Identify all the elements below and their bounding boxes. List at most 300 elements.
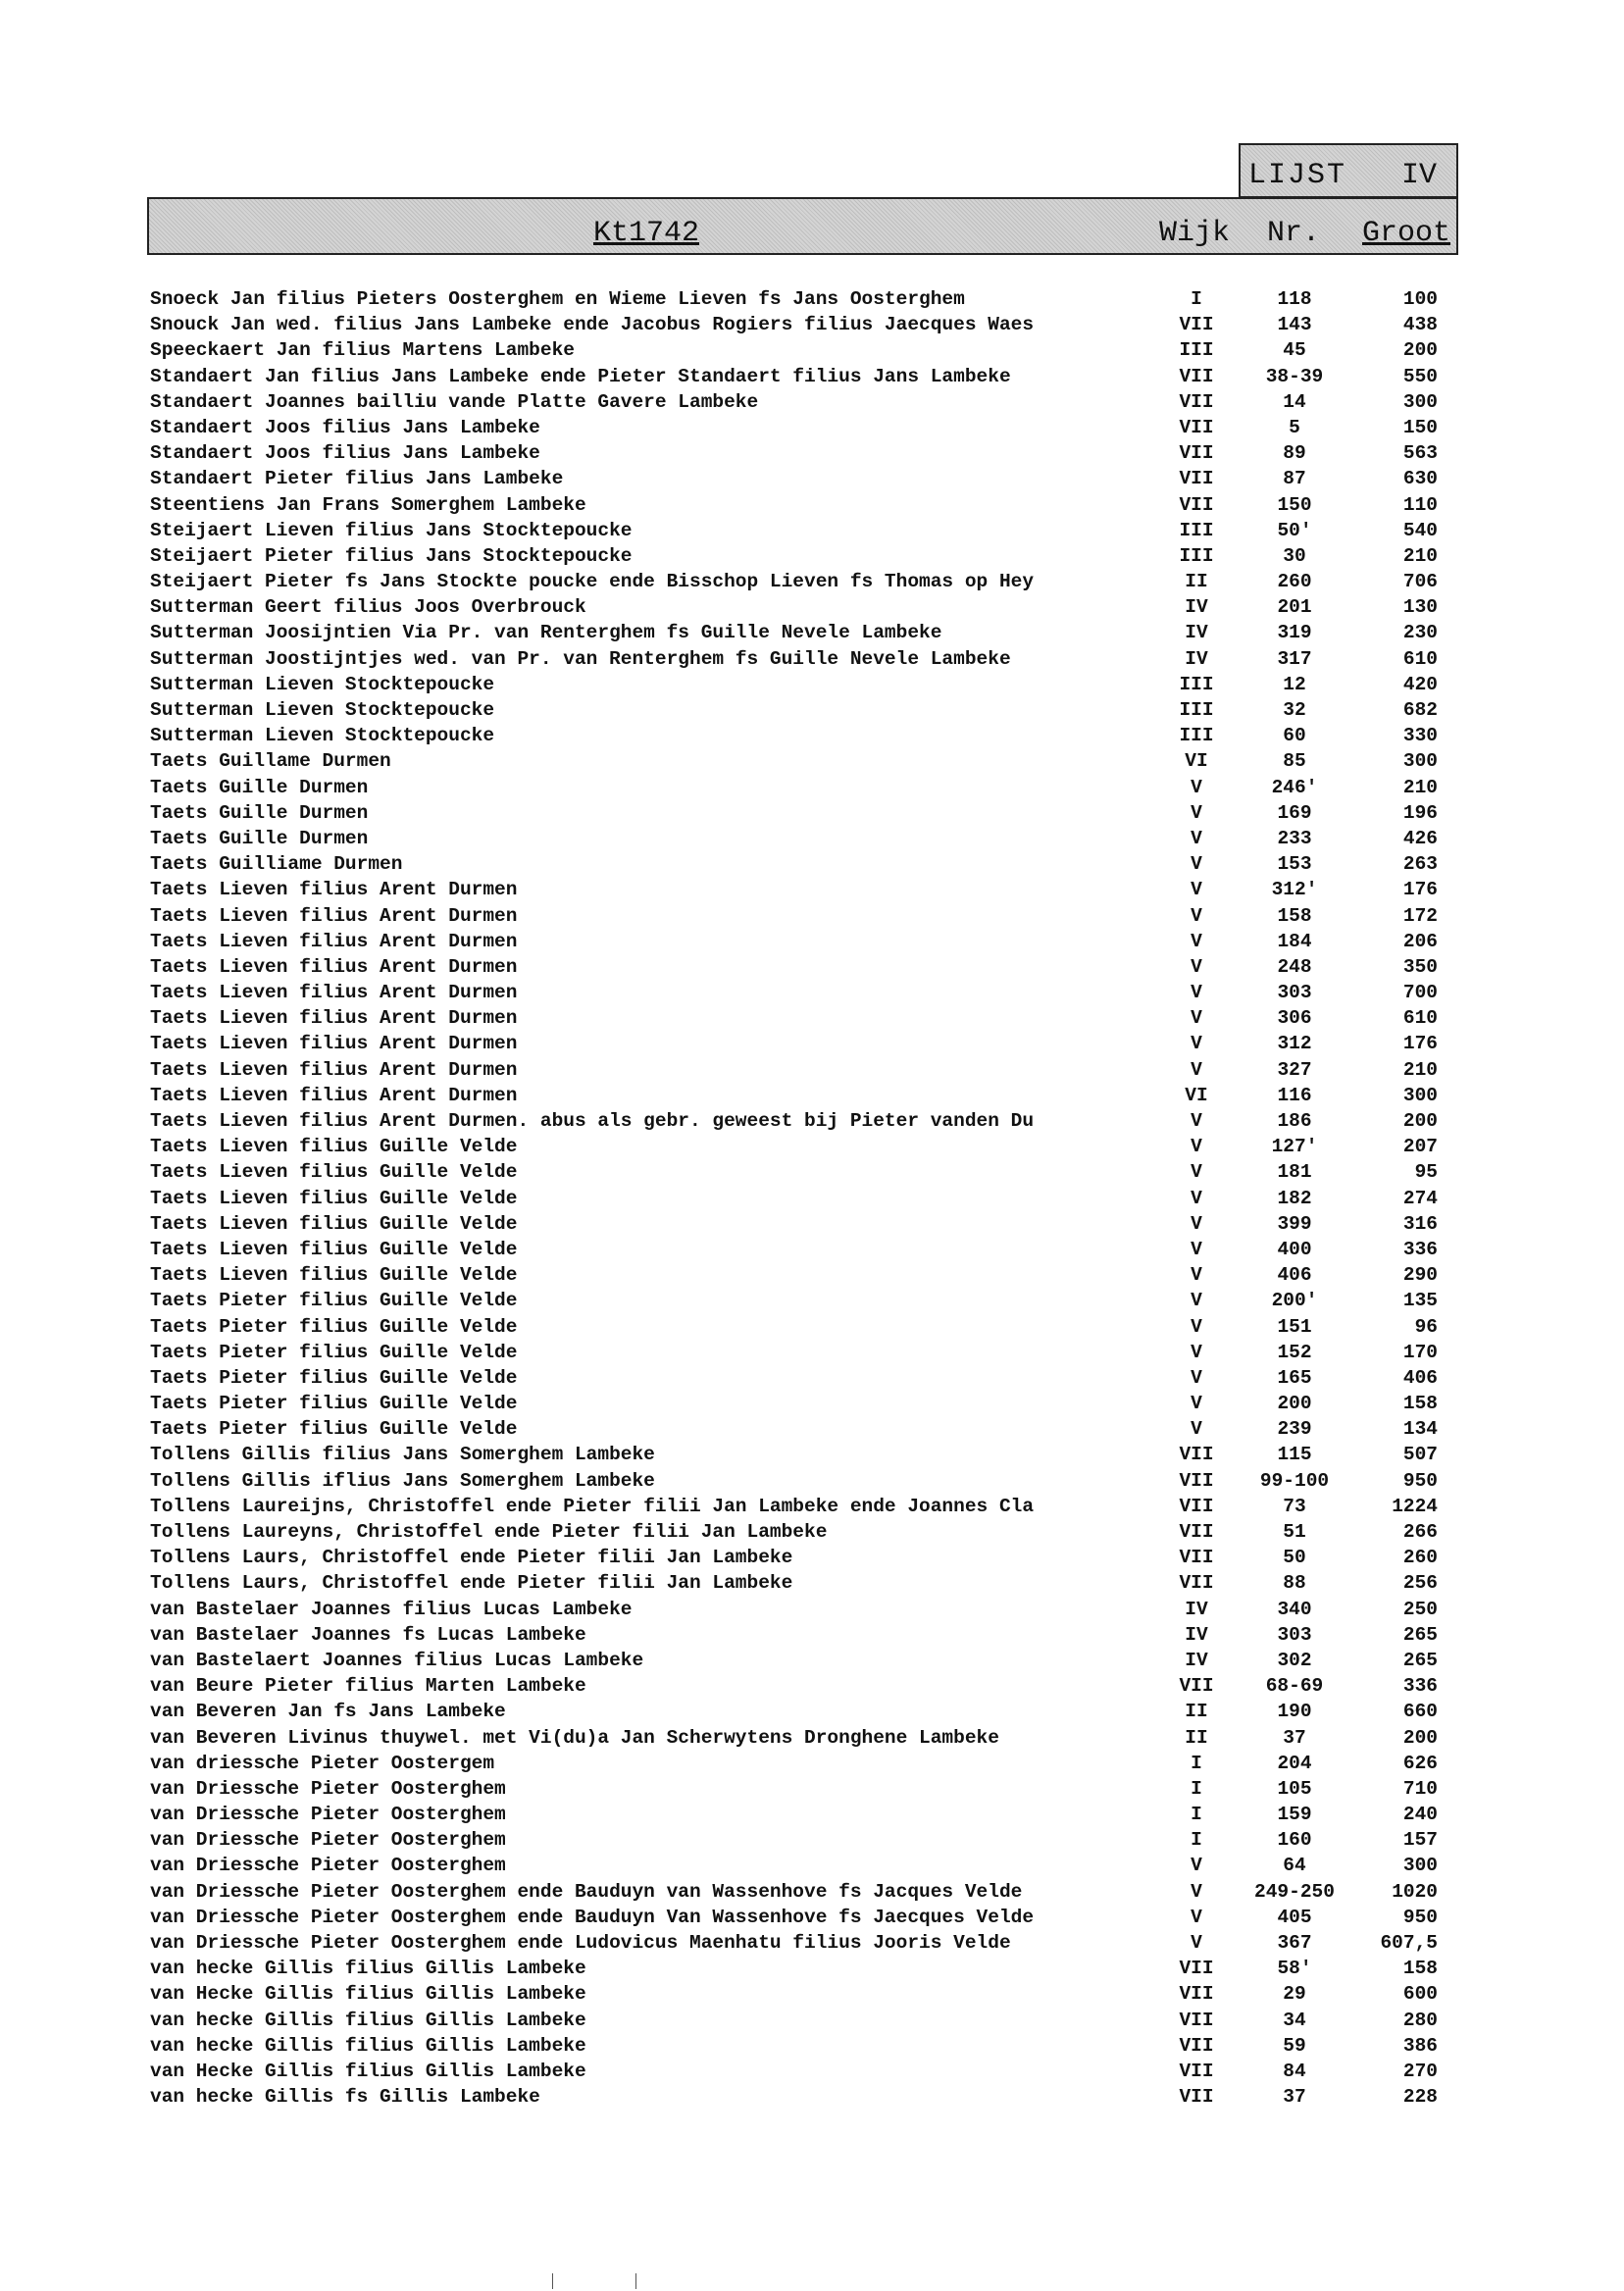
row-description: Standaert Joos filius Jans Lambeke <box>150 442 540 465</box>
table-row <box>0 1648 1624 1673</box>
row-wijk: III <box>1179 699 1214 721</box>
row-groot: 438 <box>1402 314 1438 336</box>
row-groot: 1020 <box>1392 1880 1438 1903</box>
table-row <box>0 1314 1624 1340</box>
row-groot: 207 <box>1402 1136 1438 1158</box>
row-groot: 196 <box>1402 801 1438 824</box>
row-nr: 327 <box>1277 1058 1312 1081</box>
table-row <box>0 1211 1624 1237</box>
row-wijk: VII <box>1179 1444 1214 1466</box>
row-description: Taets Guillame Durmen <box>150 750 391 773</box>
row-nr: 169 <box>1277 801 1312 824</box>
row-wijk: VII <box>1179 1469 1214 1492</box>
row-nr: 312 <box>1277 1033 1312 1055</box>
row-groot: 206 <box>1402 930 1438 952</box>
row-description: van Hecke Gillis filius Gillis Lambeke <box>150 2060 586 2082</box>
table-row <box>0 1108 1624 1134</box>
row-wijk: VII <box>1179 2034 1214 2057</box>
row-groot: 134 <box>1402 1418 1438 1441</box>
row-wijk: I <box>1191 288 1202 310</box>
table-row <box>0 1981 1624 2007</box>
list-number-box <box>1239 143 1458 198</box>
table-row <box>0 775 1624 800</box>
table-row <box>0 851 1624 877</box>
row-nr: 85 <box>1283 750 1306 773</box>
row-groot: 610 <box>1402 647 1438 670</box>
row-nr: 45 <box>1283 339 1306 362</box>
row-groot: 158 <box>1402 1393 1438 1415</box>
row-nr: 84 <box>1283 2060 1306 2082</box>
row-wijk: I <box>1191 1804 1202 1826</box>
row-groot: 706 <box>1402 571 1438 593</box>
row-wijk: IV <box>1185 1598 1208 1620</box>
row-description: Taets Lieven filius Arent Durmen <box>150 904 518 927</box>
table-row <box>0 364 1624 389</box>
row-nr: 118 <box>1277 288 1312 310</box>
table-row <box>0 1057 1624 1083</box>
row-groot: 263 <box>1402 853 1438 876</box>
row-description: Taets Lieven filius Guille Velde <box>150 1161 518 1184</box>
table-row <box>0 1879 1624 1905</box>
row-description: van Beure Pieter filius Marten Lambeke <box>150 1675 586 1698</box>
row-wijk: V <box>1191 801 1202 824</box>
table-row <box>0 2033 1624 2059</box>
row-wijk: V <box>1191 1238 1202 1260</box>
table-row <box>0 1159 1624 1185</box>
row-groot: 660 <box>1402 1701 1438 1723</box>
table-body <box>0 286 1624 2110</box>
row-description: van Driessche Pieter Oosterghem <box>150 1804 506 1826</box>
row-groot: 626 <box>1402 1752 1438 1774</box>
row-wijk: V <box>1191 1855 1202 1877</box>
row-wijk: V <box>1191 1110 1202 1132</box>
scan-mark <box>635 2273 636 2289</box>
table-row <box>0 440 1624 466</box>
row-nr: 201 <box>1277 596 1312 619</box>
row-description: van Hecke Gillis filius Gillis Lambeke <box>150 1983 586 2006</box>
row-groot: 176 <box>1402 879 1438 901</box>
row-groot: 290 <box>1402 1264 1438 1287</box>
row-wijk: VII <box>1179 493 1214 516</box>
row-description: Taets Lieven filius Guille Velde <box>150 1264 518 1287</box>
row-description: Steijaert Lieven filius Jans Stocktepoucke <box>150 519 633 541</box>
row-description: Taets Lieven filius Arent Durmen <box>150 982 518 1004</box>
row-groot: 336 <box>1402 1675 1438 1698</box>
row-nr: 303 <box>1277 982 1312 1004</box>
row-nr: 64 <box>1283 1855 1306 1877</box>
row-groot: 420 <box>1402 673 1438 695</box>
row-groot: 230 <box>1402 622 1438 644</box>
row-description: Snoeck Jan filius Pieters Oosterghem en Wieme Lieven fs Jans Oosterghem <box>150 288 965 310</box>
table-row <box>0 877 1624 902</box>
row-groot: 563 <box>1402 442 1438 465</box>
page-title: Kt1742 <box>593 217 700 250</box>
table-row <box>0 1853 1624 1878</box>
row-wijk: VII <box>1179 2009 1214 2031</box>
row-groot: 682 <box>1402 699 1438 721</box>
row-description: Taets Guille Durmen <box>150 801 369 824</box>
row-nr: 204 <box>1277 1752 1312 1774</box>
column-header-wijk: Wijk <box>1159 217 1231 250</box>
row-description: Standaert Joos filius Jans Lambeke <box>150 416 540 438</box>
row-description: Tollens Laureijns, Christoffel ende Pieter filii Jan Lambeke ende Joannes Cla <box>150 1495 1035 1517</box>
row-description: van Beveren Livinus thuywel. met Vi(du)a Jan Scherwytens Dronghene Lambeke <box>150 1726 999 1749</box>
row-wijk: VII <box>1179 1572 1214 1595</box>
row-description: van Driessche Pieter Oosterghem ende Bauduyn van Wassenhove fs Jacques Velde <box>150 1880 1023 1903</box>
row-description: Taets Lieven filius Arent Durmen <box>150 1007 518 1030</box>
row-description: Tollens Gillis iflius Jans Somerghem Lambeke <box>150 1469 655 1492</box>
table-row <box>0 415 1624 440</box>
row-nr: 302 <box>1277 1649 1312 1671</box>
table-row <box>0 1134 1624 1159</box>
row-groot: 210 <box>1402 776 1438 798</box>
row-nr: 249-250 <box>1254 1880 1335 1903</box>
row-groot: 95 <box>1414 1161 1438 1184</box>
row-wijk: V <box>1191 776 1202 798</box>
row-description: Steijaert Pieter filius Jans Stocktepoucke <box>150 544 633 567</box>
row-wijk: VI <box>1185 1084 1208 1106</box>
table-row <box>0 1340 1624 1365</box>
table-row <box>0 312 1624 337</box>
row-description: van hecke Gillis filius Gillis Lambeke <box>150 2034 586 2057</box>
row-wijk: III <box>1179 673 1214 695</box>
row-wijk: V <box>1191 1058 1202 1081</box>
row-wijk: V <box>1191 1033 1202 1055</box>
row-nr: 200' <box>1271 1290 1318 1312</box>
table-row <box>0 286 1624 312</box>
row-wijk: VII <box>1179 468 1214 490</box>
row-nr: 105 <box>1277 1777 1312 1800</box>
row-description: Snouck Jan wed. filius Jans Lambeke ende Jacobus Rogiers filius Jaecques Waes <box>150 314 1035 336</box>
row-wijk: VII <box>1179 1675 1214 1698</box>
row-groot: 300 <box>1402 1855 1438 1877</box>
table-row <box>0 1570 1624 1596</box>
row-nr: 60 <box>1283 725 1306 747</box>
row-nr: 68-69 <box>1265 1675 1324 1698</box>
list-number: IV <box>1400 159 1437 192</box>
row-nr: 59 <box>1283 2034 1306 2057</box>
row-nr: 115 <box>1277 1444 1312 1466</box>
row-nr: 312' <box>1271 879 1318 901</box>
row-nr: 239 <box>1277 1418 1312 1441</box>
row-description: Taets Pieter filius Guille Velde <box>150 1290 518 1312</box>
row-description: Taets Guille Durmen <box>150 776 369 798</box>
row-nr: 248 <box>1277 955 1312 978</box>
row-wijk: VII <box>1179 314 1214 336</box>
row-nr: 99-100 <box>1259 1469 1330 1492</box>
row-groot: 386 <box>1402 2034 1438 2057</box>
row-wijk: V <box>1191 1880 1202 1903</box>
row-description: Taets Lieven filius Guille Velde <box>150 1136 518 1158</box>
row-nr: 159 <box>1277 1804 1312 1826</box>
row-description: Standaert Pieter filius Jans Lambeke <box>150 468 564 490</box>
row-nr: 29 <box>1283 1983 1306 2006</box>
table-row <box>0 1802 1624 1827</box>
row-description: Taets Pieter filius Guille Velde <box>150 1366 518 1389</box>
row-wijk: V <box>1191 1264 1202 1287</box>
row-wijk: VI <box>1185 750 1208 773</box>
row-description: van Bastelaer Joannes filius Lucas Lambeke <box>150 1598 633 1620</box>
row-description: van Bastelaer Joannes fs Lucas Lambeke <box>150 1623 586 1646</box>
row-wijk: VII <box>1179 365 1214 387</box>
row-description: Taets Guille Durmen <box>150 827 369 849</box>
row-wijk: III <box>1179 544 1214 567</box>
row-groot: 210 <box>1402 1058 1438 1081</box>
row-description: Sutterman Geert filius Joos Overbrouck <box>150 596 586 619</box>
row-wijk: V <box>1191 827 1202 849</box>
row-nr: 37 <box>1283 1726 1306 1749</box>
table-row <box>0 672 1624 697</box>
row-wijk: II <box>1185 571 1208 593</box>
row-nr: 51 <box>1283 1521 1306 1543</box>
table-row <box>0 1262 1624 1288</box>
row-wijk: IV <box>1185 1649 1208 1671</box>
row-groot: 350 <box>1402 955 1438 978</box>
row-nr: 260 <box>1277 571 1312 593</box>
row-nr: 367 <box>1277 1932 1312 1954</box>
row-wijk: V <box>1191 1341 1202 1363</box>
row-description: Taets Lieven filius Arent Durmen <box>150 930 518 952</box>
row-nr: 153 <box>1277 853 1312 876</box>
row-groot: 607,5 <box>1380 1932 1438 1954</box>
row-nr: 200 <box>1277 1393 1312 1415</box>
row-nr: 50' <box>1277 519 1312 541</box>
row-groot: 630 <box>1402 468 1438 490</box>
row-wijk: III <box>1179 725 1214 747</box>
table-row <box>0 1237 1624 1262</box>
row-wijk: IV <box>1185 596 1208 619</box>
row-groot: 1224 <box>1392 1495 1438 1517</box>
row-wijk: V <box>1191 1315 1202 1338</box>
row-description: van Driessche Pieter Oosterghem <box>150 1829 506 1852</box>
row-groot: 700 <box>1402 982 1438 1004</box>
row-wijk: VII <box>1179 1958 1214 1980</box>
row-description: Tollens Gillis filius Jans Somerghem Lambeke <box>150 1444 655 1466</box>
row-wijk: I <box>1191 1752 1202 1774</box>
table-row <box>0 1673 1624 1699</box>
table-row <box>0 337 1624 363</box>
table-row <box>0 1519 1624 1545</box>
table-row <box>0 1288 1624 1313</box>
row-groot: 135 <box>1402 1290 1438 1312</box>
table-row <box>0 1597 1624 1622</box>
row-nr: 14 <box>1283 390 1306 413</box>
row-nr: 158 <box>1277 904 1312 927</box>
table-row <box>0 1956 1624 1981</box>
table-row <box>0 1725 1624 1751</box>
row-nr: 405 <box>1277 1906 1312 1928</box>
table-header <box>147 197 1458 255</box>
row-wijk: VII <box>1179 1983 1214 2006</box>
row-description: Taets Pieter filius Guille Velde <box>150 1341 518 1363</box>
row-groot: 610 <box>1402 1007 1438 1030</box>
row-nr: 317 <box>1277 647 1312 670</box>
row-description: Taets Pieter filius Guille Velde <box>150 1418 518 1441</box>
table-row <box>0 2059 1624 2084</box>
table-row <box>0 1391 1624 1416</box>
row-groot: 406 <box>1402 1366 1438 1389</box>
table-row <box>0 1083 1624 1108</box>
row-nr: 73 <box>1283 1495 1306 1517</box>
row-groot: 200 <box>1402 1110 1438 1132</box>
row-nr: 88 <box>1283 1572 1306 1595</box>
row-description: van hecke Gillis filius Gillis Lambeke <box>150 1958 586 1980</box>
row-groot: 110 <box>1402 493 1438 516</box>
row-nr: 89 <box>1283 442 1306 465</box>
row-groot: 300 <box>1402 390 1438 413</box>
row-wijk: V <box>1191 982 1202 1004</box>
row-description: Taets Lieven filius Guille Velde <box>150 1238 518 1260</box>
row-wijk: V <box>1191 904 1202 927</box>
row-wijk: V <box>1191 879 1202 901</box>
row-groot: 170 <box>1402 1341 1438 1363</box>
row-description: Steijaert Pieter fs Jans Stockte poucke ende Bisschop Lieven fs Thomas op Hey <box>150 571 1035 593</box>
row-wijk: VII <box>1179 416 1214 438</box>
table-row <box>0 826 1624 851</box>
row-wijk: VII <box>1179 442 1214 465</box>
table-row <box>0 569 1624 594</box>
row-groot: 316 <box>1402 1212 1438 1235</box>
table-row <box>0 1365 1624 1391</box>
table-row <box>0 1827 1624 1853</box>
table-row <box>0 620 1624 645</box>
row-wijk: V <box>1191 1366 1202 1389</box>
row-nr: 116 <box>1277 1084 1312 1106</box>
row-groot: 157 <box>1402 1829 1438 1852</box>
row-description: Tollens Laurs, Christoffel ende Pieter filii Jan Lambeke <box>150 1572 793 1595</box>
row-groot: 172 <box>1402 904 1438 927</box>
row-wijk: VII <box>1179 1547 1214 1569</box>
row-wijk: VII <box>1179 390 1214 413</box>
row-groot: 550 <box>1402 365 1438 387</box>
table-row <box>0 1545 1624 1570</box>
row-nr: 38-39 <box>1265 365 1324 387</box>
row-nr: 150 <box>1277 493 1312 516</box>
row-description: Taets Lieven filius Arent Durmen. abus als gebr. geweest bij Pieter vanden Du <box>150 1110 1035 1132</box>
row-groot: 150 <box>1402 416 1438 438</box>
row-groot: 266 <box>1402 1521 1438 1543</box>
row-groot: 265 <box>1402 1623 1438 1646</box>
row-description: Sutterman Lieven Stocktepoucke <box>150 725 495 747</box>
table-row <box>0 748 1624 774</box>
row-description: van Driessche Pieter Oosterghem ende Ludovicus Maenhatu filius Jooris Velde <box>150 1932 1011 1954</box>
row-description: Sutterman Joosijntien Via Pr. van Renterghem fs Guille Nevele Lambeke <box>150 622 942 644</box>
row-groot: 336 <box>1402 1238 1438 1260</box>
table-row <box>0 723 1624 748</box>
row-groot: 228 <box>1402 2086 1438 2109</box>
table-row <box>0 1005 1624 1031</box>
row-groot: 426 <box>1402 827 1438 849</box>
row-wijk: V <box>1191 955 1202 978</box>
row-wijk: III <box>1179 519 1214 541</box>
row-wijk: VII <box>1179 1495 1214 1517</box>
row-wijk: VII <box>1179 2060 1214 2082</box>
row-nr: 190 <box>1277 1701 1312 1723</box>
row-description: Standaert Jan filius Jans Lambeke ende Pieter Standaert filius Jans Lambeke <box>150 365 1011 387</box>
row-groot: 600 <box>1402 1983 1438 2006</box>
table-row <box>0 1776 1624 1802</box>
table-row <box>0 1622 1624 1648</box>
row-wijk: V <box>1191 1136 1202 1158</box>
row-description: Tollens Laurs, Christoffel ende Pieter filii Jan Lambeke <box>150 1547 793 1569</box>
table-row <box>0 1699 1624 1724</box>
row-description: van Driessche Pieter Oosterghem <box>150 1855 506 1877</box>
row-nr: 151 <box>1277 1315 1312 1338</box>
table-row <box>0 1416 1624 1442</box>
row-description: Sutterman Lieven Stocktepoucke <box>150 699 495 721</box>
row-wijk: II <box>1185 1726 1208 1749</box>
row-description: Taets Lieven filius Arent Durmen <box>150 1084 518 1106</box>
row-wijk: V <box>1191 1290 1202 1312</box>
table-row <box>0 1468 1624 1494</box>
row-groot: 240 <box>1402 1804 1438 1826</box>
row-wijk: IV <box>1185 1623 1208 1646</box>
table-row <box>0 1031 1624 1056</box>
row-description: Taets Lieven filius Guille Velde <box>150 1212 518 1235</box>
row-nr: 127' <box>1271 1136 1318 1158</box>
row-nr: 303 <box>1277 1623 1312 1646</box>
row-wijk: V <box>1191 1187 1202 1209</box>
row-wijk: V <box>1191 1161 1202 1184</box>
row-groot: 100 <box>1402 288 1438 310</box>
row-wijk: VII <box>1179 1521 1214 1543</box>
row-nr: 400 <box>1277 1238 1312 1260</box>
table-row <box>0 492 1624 518</box>
row-nr: 399 <box>1277 1212 1312 1235</box>
row-nr: 246' <box>1271 776 1318 798</box>
row-groot: 280 <box>1402 2009 1438 2031</box>
table-row <box>0 903 1624 929</box>
row-nr: 143 <box>1277 314 1312 336</box>
row-description: Taets Pieter filius Guille Velde <box>150 1393 518 1415</box>
table-row <box>0 646 1624 672</box>
row-wijk: IV <box>1185 647 1208 670</box>
row-groot: 507 <box>1402 1444 1438 1466</box>
table-row <box>0 697 1624 723</box>
column-header-nr: Nr. <box>1267 217 1321 250</box>
row-nr: 5 <box>1289 416 1300 438</box>
row-nr: 165 <box>1277 1366 1312 1389</box>
row-nr: 406 <box>1277 1264 1312 1287</box>
row-nr: 186 <box>1277 1110 1312 1132</box>
table-row <box>0 1751 1624 1776</box>
table-row <box>0 1905 1624 1930</box>
row-groot: 300 <box>1402 1084 1438 1106</box>
row-groot: 200 <box>1402 339 1438 362</box>
row-wijk: V <box>1191 1932 1202 1954</box>
row-wijk: II <box>1185 1701 1208 1723</box>
row-wijk: V <box>1191 853 1202 876</box>
row-description: Sutterman Joostijntjes wed. van Pr. van Renterghem fs Guille Nevele Lambeke <box>150 647 1011 670</box>
row-nr: 87 <box>1283 468 1306 490</box>
row-description: van hecke Gillis fs Gillis Lambeke <box>150 2086 540 2109</box>
row-nr: 340 <box>1277 1598 1312 1620</box>
column-header-groot: Groot <box>1362 217 1451 250</box>
row-groot: 710 <box>1402 1777 1438 1800</box>
row-wijk: V <box>1191 1906 1202 1928</box>
row-groot: 250 <box>1402 1598 1438 1620</box>
row-groot: 330 <box>1402 725 1438 747</box>
table-row <box>0 1494 1624 1519</box>
table-row <box>0 929 1624 954</box>
row-wijk: V <box>1191 930 1202 952</box>
table-row <box>0 518 1624 543</box>
row-groot: 540 <box>1402 519 1438 541</box>
table-row <box>0 800 1624 826</box>
row-description: Taets Lieven filius Arent Durmen <box>150 955 518 978</box>
row-wijk: V <box>1191 1212 1202 1235</box>
row-groot: 96 <box>1414 1315 1438 1338</box>
